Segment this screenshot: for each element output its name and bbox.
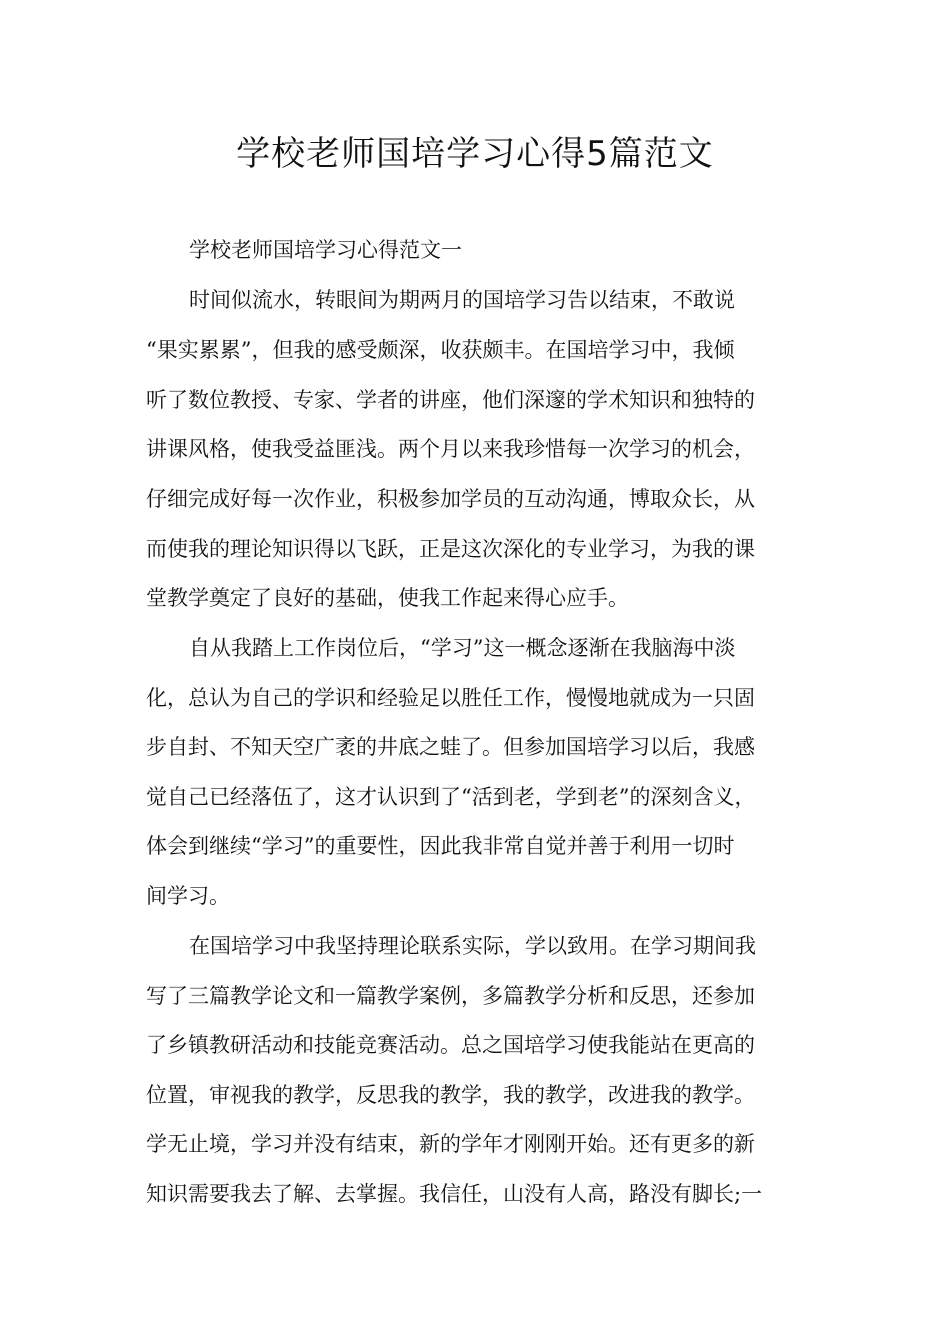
text-line: 体会到继续“学习”的重要性，因此我非常自觉并善于利用一切时 [146, 834, 735, 858]
text-line: 讲课风格，使我受益匪浅。两个月以来我珍惜每一次学习的机会， [146, 437, 755, 461]
text-line: 学无止境，学习并没有结束，新的学年才刚刚开始。还有更多的新 [146, 1132, 755, 1156]
section-heading: 学校老师国培学习心得范文一 [189, 238, 462, 262]
document-title: 学校老师国培学习心得5篇范文 [236, 134, 714, 174]
text-line: 化，总认为自己的学识和经验足以胜任工作，慢慢地就成为一只固 [146, 686, 755, 710]
text-line: 仔细完成好每一次作业，积极参加学员的互动沟通，博取众长，从 [146, 487, 755, 511]
text-line: 在国培学习中我坚持理论联系实际，学以致用。在学习期间我 [189, 934, 756, 958]
text-line: 堂教学奠定了良好的基础，使我工作起来得心应手。 [146, 586, 629, 610]
text-line: 自从我踏上工作岗位后，“学习”这一概念逐渐在我脑海中淡 [189, 636, 736, 660]
text-line: 觉自己已经落伍了，这才认识到了“活到老，学到老”的深刻含义， [146, 785, 756, 809]
text-line: 而使我的理论知识得以飞跃，正是这次深化的专业学习，为我的课 [146, 537, 755, 561]
text-line: 位置，审视我的教学，反思我的教学，我的教学，改进我的教学。 [146, 1083, 755, 1107]
text-line: “果实累累”，但我的感受颇深，收获颇丰。在国培学习中，我倾 [146, 338, 735, 362]
text-line: 了乡镇教研活动和技能竞赛活动。总之国培学习使我能站在更高的 [146, 1033, 755, 1057]
text-line: 听了数位教授、专家、学者的讲座，他们深邃的学术知识和独特的 [146, 388, 755, 412]
text-line: 间学习。 [146, 884, 230, 908]
text-line: 写了三篇教学论文和一篇教学案例，多篇教学分析和反思，还参加 [146, 984, 755, 1008]
text-line: 时间似流水，转眼间为期两月的国培学习告以结束，不敢说 [189, 288, 735, 312]
text-line: 步自封、不知天空广袤的井底之蛙了。但参加国培学习以后，我感 [146, 735, 755, 759]
text-line: 知识需要我去了解、去掌握。我信任，山没有人高，路没有脚长;一 [146, 1182, 763, 1206]
